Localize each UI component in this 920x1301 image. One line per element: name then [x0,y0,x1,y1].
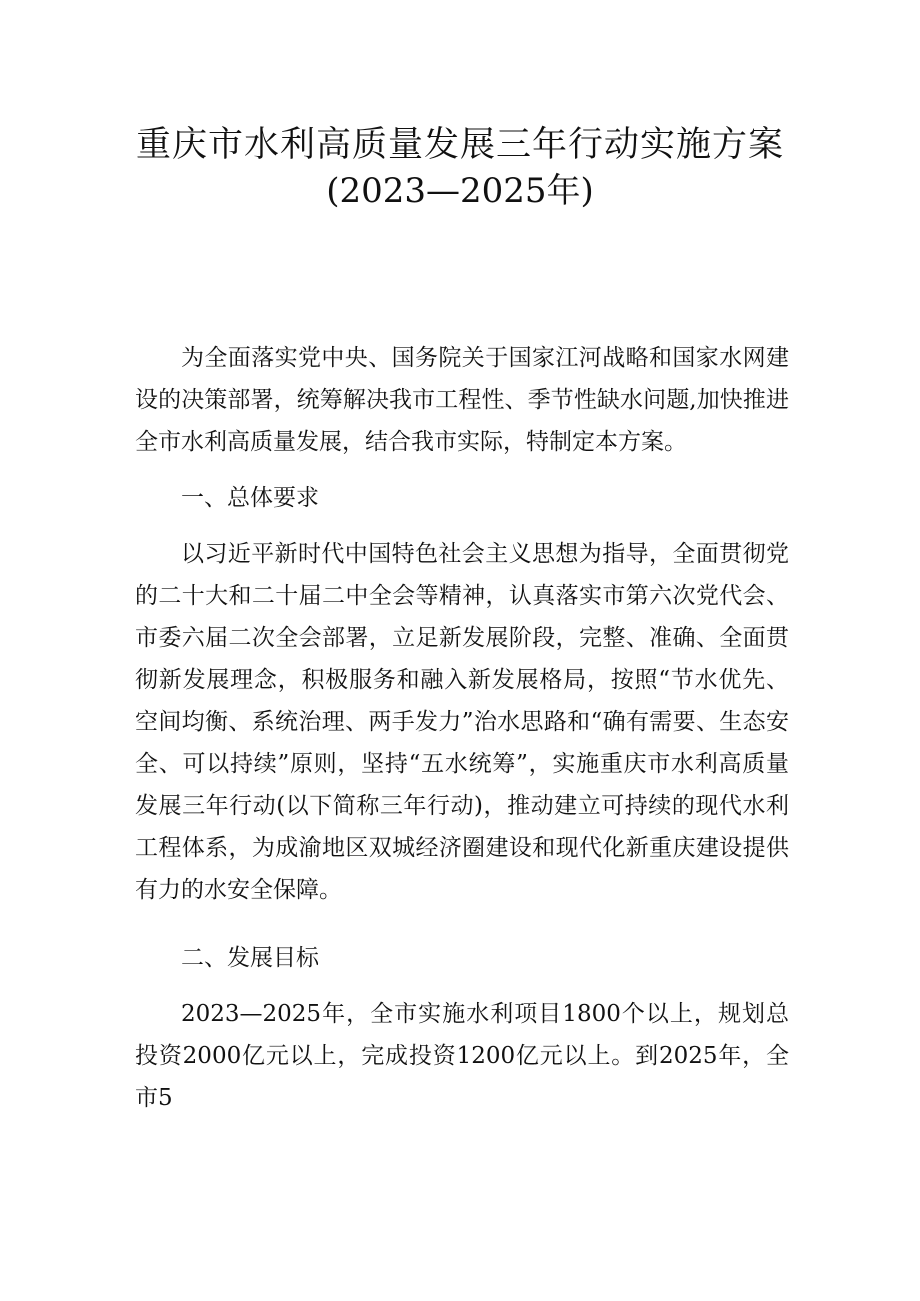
document-subtitle: (2023—2025年) [326,171,594,211]
document-body [135,337,789,1133]
paragraph-intro: 为全面落实党中央、国务院关于国家江河战略和国家水网建设的决策部署，统筹解决我市工程性、季节性缺水问题,加快推进全市水利高质量发展，结合我市实际，特制定本方案。 [135,345,789,455]
section-heading-general-requirements: 一、总体要求 [181,485,319,511]
document-title: 重庆市水利高质量发展三年行动实施方案 [135,125,784,165]
paragraph-development-goals: 2023—2025年，全市实施水利项目1800个以上，规划总投资2000亿元以上，完成投资1200亿元以上。到2025年，全市5 [135,1001,789,1111]
paragraph-general-requirements: 以习近平新时代中国特色社会主义思想为指导，全面贯彻党的二十大和二十届二中全会等精神，认真落实市第六次党代会、市委六届二次全会部署，立足新发展阶段，完整、准确、全面贯彻新发展理念，积极服务和融入新发展格局，按照“节水优先、空间均衡、系统治理、两手发力”治水思路和“确有需要、生态安全、可以持续”原则，坚持“五水统筹”，实施重庆市水利高质量发展三年行动(以下简称三年行动)，推动建立可持续的现代水利工程体系，为成渝地区双城经济圈建设和现代化新重庆建设提供有力的水安全保障。 [135,541,789,903]
title-block [0,122,920,214]
section-heading-development-goals: 二、发展目标 [181,945,319,971]
